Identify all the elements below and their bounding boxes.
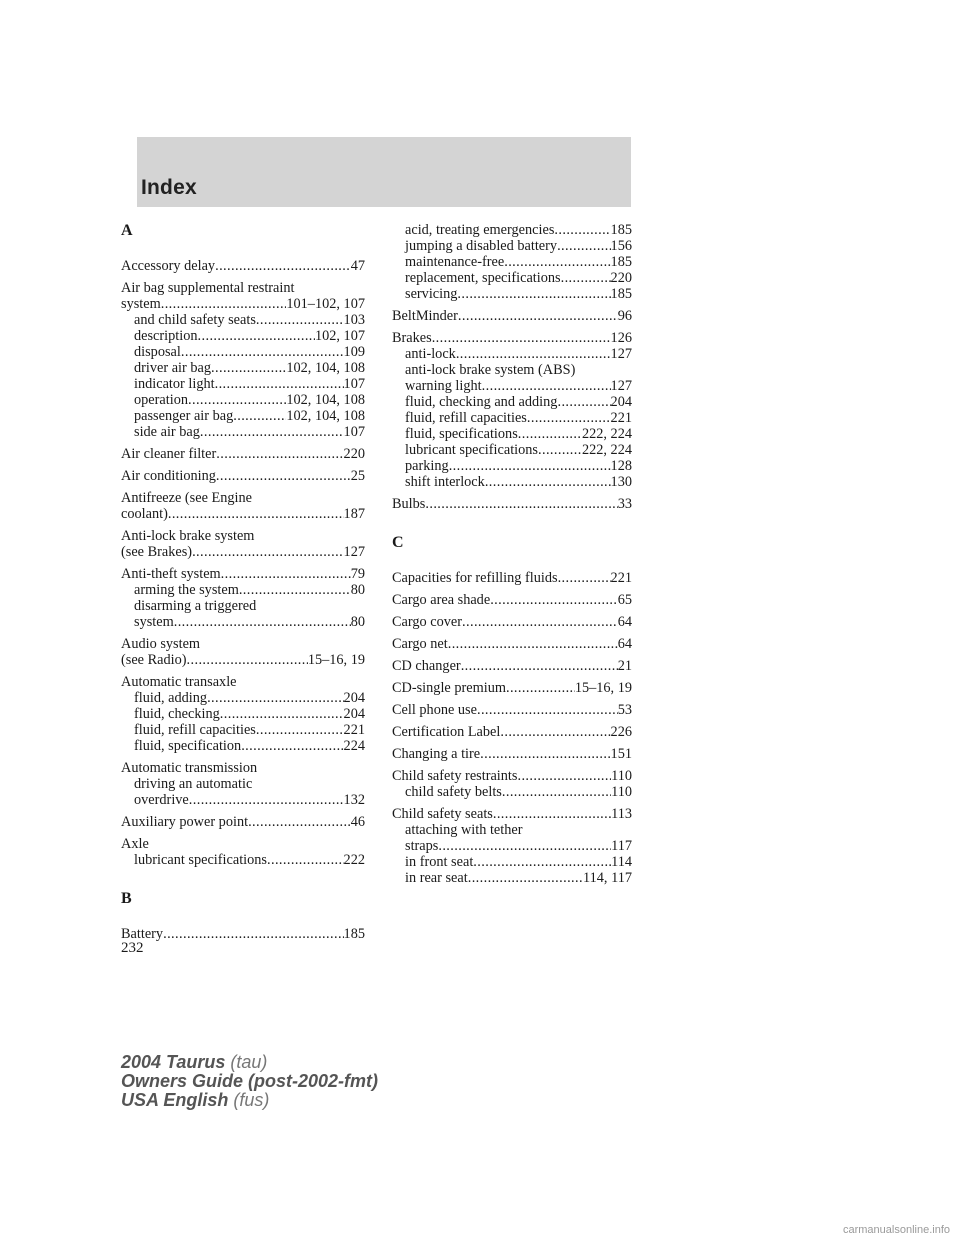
entry-text: driver air bag: [134, 360, 212, 376]
page-reference: 127: [610, 346, 632, 362]
index-subentry[interactable]: [121, 614, 365, 630]
page-reference: 110: [611, 784, 632, 800]
dot-leader: [468, 870, 583, 886]
entry-text: in rear seat: [405, 870, 468, 886]
index-subentry[interactable]: [121, 852, 365, 868]
index-entry: [392, 570, 632, 586]
entry-text: system: [134, 614, 174, 630]
index-subentry[interactable]: [121, 360, 365, 376]
index-subentry[interactable]: [392, 442, 632, 458]
index-subentry[interactable]: [392, 410, 632, 426]
dot-leader: [233, 408, 286, 424]
dot-leader: [438, 838, 611, 854]
page-reference: 114: [611, 854, 632, 870]
index-entry: [392, 702, 632, 718]
page-reference: 53: [617, 702, 632, 718]
dot-leader: [518, 426, 582, 442]
section-letter: B: [121, 890, 132, 907]
dot-leader: [456, 346, 611, 362]
page-reference: 128: [610, 458, 632, 474]
index-term[interactable]: [392, 768, 632, 784]
entry-text: Air cleaner filter: [121, 446, 217, 462]
index-entry: [392, 636, 632, 652]
index-subentry[interactable]: [121, 722, 365, 738]
index-subentry[interactable]: [392, 822, 632, 838]
page-reference: 107: [343, 424, 365, 440]
dot-leader: [449, 458, 611, 474]
dot-leader: [517, 768, 611, 784]
index-term[interactable]: [392, 592, 632, 608]
page-reference: 46: [350, 814, 365, 830]
index-entry: [392, 724, 632, 740]
index-entry: [392, 680, 632, 696]
page-reference: 64: [617, 636, 632, 652]
index-term[interactable]: [392, 570, 632, 586]
index-term[interactable]: [392, 702, 632, 718]
index-subentry[interactable]: [392, 254, 632, 270]
dot-leader: [506, 680, 575, 696]
index-term[interactable]: [121, 258, 365, 274]
dot-leader: [458, 308, 618, 324]
index-entry: [121, 636, 365, 668]
page-reference: 101–102, 107: [286, 296, 365, 312]
entry-text: lubricant specifications: [405, 442, 538, 458]
dot-leader: [215, 258, 351, 274]
index-term[interactable]: [121, 636, 365, 652]
index-term[interactable]: [121, 544, 365, 560]
dot-leader: [482, 378, 611, 394]
entry-text: jumping a disabled battery: [405, 238, 558, 254]
page-reference: 47: [350, 258, 365, 274]
entry-text: fluid, checking and adding: [405, 394, 558, 410]
dot-leader: [200, 424, 344, 440]
page-reference: 113: [611, 806, 632, 822]
index-term[interactable]: [392, 496, 632, 512]
page-reference: 204: [343, 706, 365, 722]
index-term[interactable]: [392, 806, 632, 822]
entry-text: Battery: [121, 926, 164, 942]
section-spacer: [121, 874, 365, 890]
page-reference: 15–16, 19: [574, 680, 632, 696]
index-subentry[interactable]: [121, 312, 365, 328]
index-term[interactable]: [392, 658, 632, 674]
page-reference: 130: [610, 474, 632, 490]
index-subentry[interactable]: [392, 870, 632, 886]
page-reference: 204: [343, 690, 365, 706]
dot-leader: [248, 814, 351, 830]
index-column-right: [392, 222, 632, 892]
dot-leader: [477, 702, 618, 718]
page-reference: 185: [610, 254, 632, 270]
footer-guide: Owners Guide (post-2002-fmt): [121, 1071, 379, 1091]
entry-text: parking: [405, 458, 449, 474]
entry-text: Changing a tire: [392, 746, 481, 762]
index-subentry[interactable]: [121, 706, 365, 722]
dot-leader: [221, 566, 351, 582]
entry-text: in front seat: [405, 854, 474, 870]
entry-text: Cargo cover: [392, 614, 463, 630]
page-reference: 222, 224: [581, 426, 632, 442]
index-term[interactable]: [392, 308, 632, 324]
entry-text: acid, treating emergencies: [405, 222, 555, 238]
page-reference: 15–16, 19: [307, 652, 365, 668]
index-term[interactable]: [121, 566, 365, 582]
dot-leader: [216, 446, 343, 462]
dot-leader: [490, 592, 618, 608]
dot-leader: [215, 376, 344, 392]
page-reference: 80: [350, 582, 365, 598]
dot-leader: [502, 784, 611, 800]
index-entry: [392, 614, 632, 630]
entry-text: Antifreeze (see Engine: [121, 490, 252, 506]
page-reference: 220: [610, 270, 632, 286]
entry-text: Cell phone use: [392, 702, 477, 718]
dot-leader: [561, 270, 611, 286]
dot-leader: [457, 286, 610, 302]
entry-text: straps: [405, 838, 439, 854]
index-term[interactable]: [121, 280, 365, 296]
page-reference: 220: [343, 446, 365, 462]
dot-leader: [500, 724, 610, 740]
index-subentry[interactable]: [121, 738, 365, 754]
index-subentry[interactable]: [392, 838, 632, 854]
page-reference: 185: [610, 286, 632, 302]
dot-leader: [207, 690, 343, 706]
index-subentry[interactable]: [121, 776, 365, 792]
footer-model: 2004 Taurus: [121, 1052, 226, 1072]
page-reference: 33: [617, 496, 632, 512]
entry-text: Air conditioning: [121, 468, 216, 484]
index-subentry[interactable]: [392, 286, 632, 302]
page-reference: 102, 104, 108: [286, 360, 365, 376]
dot-leader: [480, 746, 610, 762]
entry-text: Child safety seats: [392, 806, 493, 822]
index-subentry[interactable]: [392, 270, 632, 286]
index-term[interactable]: [121, 760, 365, 776]
index-subentry[interactable]: [121, 408, 365, 424]
page-reference: 102, 107: [314, 328, 365, 344]
entry-text: fluid, specifications: [405, 426, 518, 442]
entry-text: CD changer: [392, 658, 461, 674]
entry-text: Auxiliary power point: [121, 814, 249, 830]
index-subentry[interactable]: [121, 392, 365, 408]
entry-text: fluid, refill capacities: [134, 722, 256, 738]
entry-text: Air bag supplemental restraint: [121, 280, 295, 296]
entry-text: Audio system: [121, 636, 201, 652]
page-reference: 114, 117: [583, 870, 632, 886]
page-reference: 107: [343, 376, 365, 392]
entry-text: BeltMinder: [392, 308, 458, 324]
index-term[interactable]: [392, 724, 632, 740]
dot-leader: [168, 506, 344, 522]
entry-text: Anti-lock brake system: [121, 528, 255, 544]
index-term[interactable]: [121, 836, 365, 852]
entry-text: Accessory delay: [121, 258, 216, 274]
page-reference: 25: [350, 468, 365, 484]
index-entry: [392, 768, 632, 800]
entry-text: fluid, adding: [134, 690, 208, 706]
entry-text: operation: [134, 392, 188, 408]
entry-text: servicing: [405, 286, 458, 302]
entry-text: Bulbs: [392, 496, 426, 512]
entry-text: maintenance-free: [405, 254, 505, 270]
index-entry: [392, 746, 632, 762]
entry-text: description: [134, 328, 198, 344]
dot-leader: [192, 544, 343, 560]
dot-leader: [493, 806, 611, 822]
page-reference: 102, 104, 108: [286, 408, 365, 424]
page-number: 232: [121, 940, 144, 956]
index-entry: [392, 496, 632, 512]
index-subentry[interactable]: [392, 378, 632, 394]
index-subentry[interactable]: [392, 854, 632, 870]
index-term[interactable]: [121, 506, 365, 522]
dot-leader: [181, 344, 344, 360]
index-subentry[interactable]: [121, 690, 365, 706]
entry-text: attaching with tether: [405, 822, 523, 838]
page-title: Index: [141, 176, 197, 199]
section-letter: A: [121, 222, 133, 239]
entry-text: disarming a triggered: [134, 598, 257, 614]
entry-text: CD-single premium: [392, 680, 506, 696]
entry-text: warning light: [405, 378, 482, 394]
index-subentry[interactable]: [392, 394, 632, 410]
entry-text: arming the system: [134, 582, 239, 598]
dot-leader: [188, 392, 286, 408]
index-term[interactable]: [121, 490, 365, 506]
index-entry: [121, 926, 365, 942]
page-reference: 185: [343, 926, 365, 942]
index-entry: [121, 468, 365, 484]
dot-leader: [504, 254, 610, 270]
index-term[interactable]: [392, 614, 632, 630]
entry-text: replacement, specifications: [405, 270, 561, 286]
dot-leader: [163, 926, 343, 942]
index-entry: [121, 490, 365, 522]
entry-text: coolant): [121, 506, 168, 522]
index-entry: [392, 592, 632, 608]
index-entry: [121, 760, 365, 808]
dot-leader: [462, 614, 618, 630]
index-term[interactable]: [121, 468, 365, 484]
index-entry: [392, 330, 632, 490]
entry-text: Capacities for refilling fluids: [392, 570, 558, 586]
dot-leader: [256, 312, 344, 328]
dot-leader: [473, 854, 611, 870]
dot-leader: [425, 496, 617, 512]
dot-leader: [558, 570, 611, 586]
index-subentry[interactable]: [121, 344, 365, 360]
dot-leader: [267, 852, 344, 868]
page-reference: 80: [350, 614, 365, 630]
index-subentry[interactable]: [121, 424, 365, 440]
page-reference: 127: [610, 378, 632, 394]
entry-text: Cargo area shade: [392, 592, 491, 608]
entry-text: Certification Label: [392, 724, 501, 740]
entry-text: fluid, checking: [134, 706, 220, 722]
index-term[interactable]: [392, 330, 632, 346]
index-subentry[interactable]: [121, 328, 365, 344]
index-term[interactable]: [121, 652, 365, 668]
watermark: carmanualsonline.info: [842, 1224, 950, 1236]
footer-language-code: (fus): [233, 1090, 270, 1110]
index-term[interactable]: [121, 674, 365, 690]
section-spacer: [392, 518, 632, 534]
entry-text: Axle: [121, 836, 149, 852]
page-reference: 185: [610, 222, 632, 238]
entry-text: Automatic transaxle: [121, 674, 237, 690]
page-reference: 187: [343, 506, 365, 522]
page-reference: 151: [610, 746, 632, 762]
dot-leader: [461, 658, 618, 674]
index-subentry[interactable]: [392, 362, 632, 378]
index-entry: [392, 308, 632, 324]
page-reference: 224: [343, 738, 365, 754]
dot-leader: [161, 296, 287, 312]
entry-text: driving an automatic: [134, 776, 253, 792]
index-entry: [121, 836, 365, 868]
index-subentry[interactable]: [121, 792, 365, 808]
page-reference: 156: [610, 238, 632, 254]
dot-leader: [557, 238, 610, 254]
page-reference: 64: [617, 614, 632, 630]
index-entry: [121, 674, 365, 754]
index-term[interactable]: [392, 636, 632, 652]
entry-text: anti-lock: [405, 346, 456, 362]
page-reference: 117: [611, 838, 632, 854]
entry-text: disposal: [134, 344, 181, 360]
entry-text: passenger air bag: [134, 408, 234, 424]
entry-text: Cargo net: [392, 636, 448, 652]
page-reference: 221: [343, 722, 365, 738]
index-subentry[interactable]: [392, 784, 632, 800]
page-reference: 127: [343, 544, 365, 560]
index-term[interactable]: [121, 446, 365, 462]
entry-text: child safety belts: [405, 784, 502, 800]
index-term[interactable]: [121, 814, 365, 830]
dot-leader: [256, 722, 344, 738]
entry-text: anti-lock brake system (ABS): [405, 362, 576, 378]
page-reference: 96: [617, 308, 632, 324]
index-subentry[interactable]: [392, 222, 632, 238]
page-reference: 126: [610, 330, 632, 346]
index-entry: [121, 528, 365, 560]
dot-leader: [216, 468, 351, 484]
dot-leader: [485, 474, 611, 490]
page-reference: 65: [617, 592, 632, 608]
index-subentry[interactable]: [121, 598, 365, 614]
entry-text: lubricant specifications: [134, 852, 267, 868]
dot-leader: [220, 706, 344, 722]
dot-leader: [239, 582, 351, 598]
page-reference: 21: [617, 658, 632, 674]
dot-leader: [187, 652, 308, 668]
index-subentry[interactable]: [392, 426, 632, 442]
index-term[interactable]: [392, 746, 632, 762]
index-entry: [121, 446, 365, 462]
dot-leader: [527, 410, 611, 426]
page-reference: 221: [610, 570, 632, 586]
entry-text: (see Brakes): [121, 544, 193, 560]
index-entry: [392, 222, 632, 302]
index-subentry[interactable]: [392, 458, 632, 474]
entry-text: shift interlock: [405, 474, 485, 490]
page-reference: 110: [611, 768, 632, 784]
page-reference: 79: [350, 566, 365, 582]
page-reference: 222: [343, 852, 365, 868]
section-letter: C: [392, 534, 404, 551]
entry-text: Automatic transmission: [121, 760, 258, 776]
document-footer: [121, 1053, 378, 1110]
page-reference: 226: [610, 724, 632, 740]
page-reference: 103: [343, 312, 365, 328]
header-band: [137, 137, 631, 207]
dot-leader: [211, 360, 286, 376]
page-reference: 102, 104, 108: [286, 392, 365, 408]
index-term[interactable]: [392, 680, 632, 696]
index-subentry[interactable]: [121, 376, 365, 392]
index-entry: [121, 258, 365, 274]
index-subentry[interactable]: [392, 238, 632, 254]
dot-leader: [538, 442, 582, 458]
page-reference: 222, 224: [581, 442, 632, 458]
index-subentry[interactable]: [121, 582, 365, 598]
page-reference: 221: [610, 410, 632, 426]
index-entry: [121, 280, 365, 440]
entry-text: Brakes: [392, 330, 432, 346]
entry-text: side air bag: [134, 424, 200, 440]
index-column-left: [121, 222, 365, 948]
dot-leader: [448, 636, 618, 652]
index-entry: [121, 566, 365, 630]
dot-leader: [198, 328, 315, 344]
dot-leader: [432, 330, 611, 346]
index-term[interactable]: [121, 296, 365, 312]
dot-leader: [557, 394, 610, 410]
entry-text: Anti-theft system: [121, 566, 221, 582]
footer-model-code: (tau): [230, 1052, 268, 1072]
entry-text: overdrive: [134, 792, 189, 808]
entry-text: fluid, refill capacities: [405, 410, 527, 426]
index-entry: [392, 658, 632, 674]
index-term[interactable]: [121, 528, 365, 544]
dot-leader: [241, 738, 343, 754]
footer-language: USA English: [121, 1090, 229, 1110]
entry-text: (see Radio): [121, 652, 187, 668]
index-subentry[interactable]: [392, 474, 632, 490]
page-reference: 109: [343, 344, 365, 360]
entry-text: fluid, specification: [134, 738, 242, 754]
page-reference: 132: [343, 792, 365, 808]
entry-text: Child safety restraints: [392, 768, 518, 784]
page-reference: 204: [610, 394, 632, 410]
dot-leader: [174, 614, 351, 630]
index-term[interactable]: [121, 926, 365, 942]
index-entry: [121, 814, 365, 830]
dot-leader: [554, 222, 610, 238]
dot-leader: [189, 792, 344, 808]
index-subentry[interactable]: [392, 346, 632, 362]
entry-text: and child safety seats: [134, 312, 256, 328]
index-entry: [392, 806, 632, 886]
entry-text: indicator light: [134, 376, 215, 392]
entry-text: system: [121, 296, 161, 312]
